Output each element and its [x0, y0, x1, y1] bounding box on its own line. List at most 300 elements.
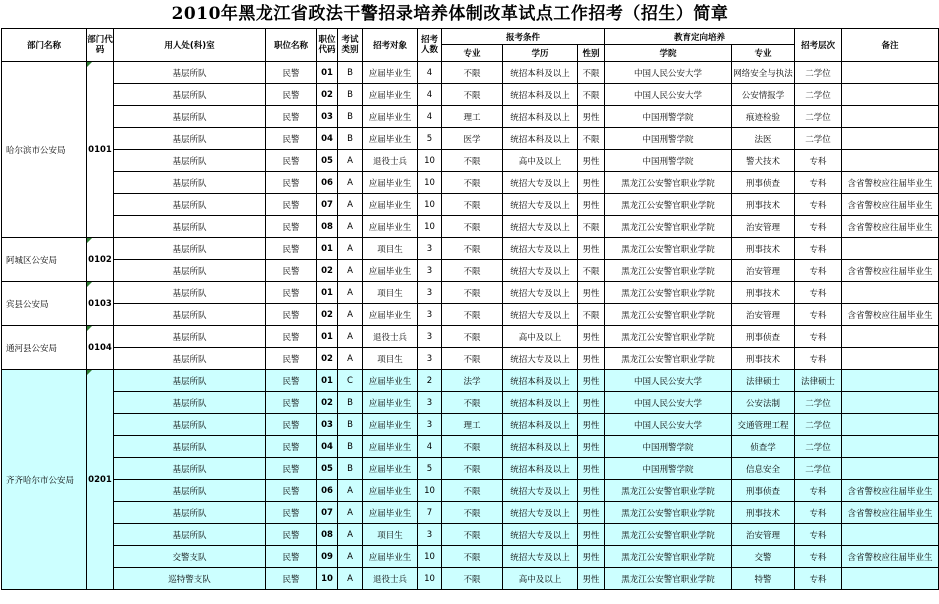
cell-remark: [842, 414, 939, 436]
cell-gender: 男性: [578, 194, 605, 216]
cell-position-name: 民警: [266, 304, 317, 326]
cell-gender: 男性: [578, 238, 605, 260]
cell-gender: 男性: [578, 282, 605, 304]
cell-major: 不限: [442, 436, 503, 458]
cell-level: 专科: [795, 238, 842, 260]
cell-exam-type: B: [338, 458, 363, 480]
cell-position-name: 民警: [266, 436, 317, 458]
cell-num: 3: [418, 326, 442, 348]
cell-remark: [842, 326, 939, 348]
cell-major: 不限: [442, 348, 503, 370]
cell-school: 黑龙江公安警官职业学院: [605, 502, 732, 524]
cell-training-major: 治安管理: [732, 260, 795, 282]
cell-exam-type: B: [338, 414, 363, 436]
cell-num: 3: [418, 348, 442, 370]
cell-num: 10: [418, 194, 442, 216]
cell-unit: 基层所队: [114, 194, 266, 216]
cell-exam-type: A: [338, 568, 363, 590]
cell-position-name: 民警: [266, 414, 317, 436]
cell-education: 统招本科及以上: [503, 370, 578, 392]
cell-exam-type: A: [338, 150, 363, 172]
cell-position-code: 01: [317, 282, 338, 304]
cell-target: 应届毕业生: [363, 128, 418, 150]
cell-unit: 基层所队: [114, 480, 266, 502]
cell-level: 二学位: [795, 414, 842, 436]
cell-level: 二学位: [795, 436, 842, 458]
cell-major: 不限: [442, 392, 503, 414]
cell-gender: 男性: [578, 106, 605, 128]
cell-major: 不限: [442, 458, 503, 480]
header-school: 学院: [605, 45, 732, 62]
cell-target: 应届毕业生: [363, 414, 418, 436]
cell-school: 中国人民公安大学: [605, 62, 732, 84]
table-row: [2, 282, 939, 304]
table-row: [2, 172, 939, 194]
cell-position-name: 民警: [266, 216, 317, 238]
cell-remark: [842, 282, 939, 304]
cell-exam-type: B: [338, 106, 363, 128]
table-row: [2, 194, 939, 216]
table-row: [2, 370, 939, 392]
table-row: [2, 546, 939, 568]
cell-gender: 男性: [578, 502, 605, 524]
cell-position-name: 民警: [266, 282, 317, 304]
cell-position-name: 民警: [266, 238, 317, 260]
cell-num: 3: [418, 392, 442, 414]
cell-unit: 基层所队: [114, 524, 266, 546]
cell-level: 专科: [795, 150, 842, 172]
cell-education: 高中及以上: [503, 150, 578, 172]
cell-exam-type: A: [338, 282, 363, 304]
cell-remark: [842, 238, 939, 260]
cell-training-major: 痕迹检验: [732, 106, 795, 128]
cell-target: 退役士兵: [363, 326, 418, 348]
cell-exam-type: A: [338, 326, 363, 348]
cell-exam-type: A: [338, 260, 363, 282]
cell-position-code: 08: [317, 524, 338, 546]
cell-training-major: 刑事技术: [732, 282, 795, 304]
cell-target: 应届毕业生: [363, 172, 418, 194]
cell-major: 不限: [442, 150, 503, 172]
cell-school: 中国人民公安大学: [605, 84, 732, 106]
header-dept-name: 部门名称: [2, 29, 87, 62]
cell-school: 黑龙江公安警官职业学院: [605, 238, 732, 260]
cell-major: 不限: [442, 326, 503, 348]
cell-position-name: 民警: [266, 106, 317, 128]
cell-level: 专科: [795, 282, 842, 304]
cell-education: 统招本科及以上: [503, 84, 578, 106]
cell-major: 不限: [442, 84, 503, 106]
cell-target: 应届毕业生: [363, 546, 418, 568]
cell-gender: 男性: [578, 524, 605, 546]
table-row: [2, 348, 939, 370]
cell-num: 10: [418, 172, 442, 194]
cell-level: 专科: [795, 546, 842, 568]
cell-remark: [842, 128, 939, 150]
cell-position-name: 民警: [266, 370, 317, 392]
cell-school: 中国刑警学院: [605, 458, 732, 480]
cell-unit: 基层所队: [114, 414, 266, 436]
cell-education: 统招大专及以上: [503, 348, 578, 370]
cell-unit: 交警支队: [114, 546, 266, 568]
cell-unit: 基层所队: [114, 458, 266, 480]
cell-target: 退役士兵: [363, 150, 418, 172]
header-num: 招考人数: [418, 29, 442, 62]
cell-gender: 不限: [578, 128, 605, 150]
header-training: 教育定向培养: [605, 29, 795, 45]
cell-remark: [842, 84, 939, 106]
cell-education: 高中及以上: [503, 568, 578, 590]
table-row: [2, 106, 939, 128]
cell-position-name: 民警: [266, 458, 317, 480]
cell-education: 高中及以上: [503, 326, 578, 348]
cell-level: 专科: [795, 172, 842, 194]
cell-training-major: 网络安全与执法: [732, 62, 795, 84]
cell-education: 统招大专及以上: [503, 524, 578, 546]
cell-level: 专科: [795, 568, 842, 590]
cell-target: 应届毕业生: [363, 304, 418, 326]
cell-unit: 基层所队: [114, 348, 266, 370]
cell-unit: 基层所队: [114, 62, 266, 84]
cell-position-code: 04: [317, 436, 338, 458]
cell-education: 统招大专及以上: [503, 282, 578, 304]
cell-unit: 基层所队: [114, 502, 266, 524]
cell-gender: 男性: [578, 458, 605, 480]
cell-gender: 不限: [578, 62, 605, 84]
cell-unit: 基层所队: [114, 238, 266, 260]
table-row: [2, 150, 939, 172]
cell-major: 不限: [442, 480, 503, 502]
cell-level: 专科: [795, 524, 842, 546]
cell-training-major: 刑事侦查: [732, 480, 795, 502]
cell-position-code: 06: [317, 172, 338, 194]
cell-school: 黑龙江公安警官职业学院: [605, 326, 732, 348]
cell-gender: 男性: [578, 392, 605, 414]
cell-exam-type: B: [338, 436, 363, 458]
cell-position-code: 01: [317, 238, 338, 260]
cell-unit: 基层所队: [114, 106, 266, 128]
cell-num: 3: [418, 238, 442, 260]
cell-exam-type: A: [338, 216, 363, 238]
cell-remark: [842, 436, 939, 458]
cell-major: 不限: [442, 568, 503, 590]
cell-major: 不限: [442, 282, 503, 304]
table-row: [2, 414, 939, 436]
cell-target: 应届毕业生: [363, 62, 418, 84]
cell-num: 3: [418, 304, 442, 326]
cell-major: 医学: [442, 128, 503, 150]
cell-num: 7: [418, 502, 442, 524]
table-row: [2, 238, 939, 260]
cell-school: 中国人民公安大学: [605, 414, 732, 436]
cell-remark: [842, 458, 939, 480]
cell-position-name: 民警: [266, 546, 317, 568]
cell-education: 统招大专及以上: [503, 216, 578, 238]
cell-school: 中国刑警学院: [605, 106, 732, 128]
cell-remark: [842, 150, 939, 172]
cell-training-major: 刑事技术: [732, 502, 795, 524]
cell-major: 理工: [442, 106, 503, 128]
cell-school: 黑龙江公安警官职业学院: [605, 282, 732, 304]
cell-unit: 基层所队: [114, 84, 266, 106]
cell-school: 黑龙江公安警官职业学院: [605, 480, 732, 502]
cell-gender: 不限: [578, 84, 605, 106]
cell-dept-name: 通河县公安局: [2, 326, 87, 370]
cell-exam-type: B: [338, 128, 363, 150]
cell-position-name: 民警: [266, 62, 317, 84]
cell-education: 统招大专及以上: [503, 260, 578, 282]
cell-target: 应届毕业生: [363, 260, 418, 282]
table-row: [2, 458, 939, 480]
cell-training-major: 信息安全: [732, 458, 795, 480]
cell-remark: 含省警校应往届毕业生: [842, 172, 939, 194]
cell-level: 二学位: [795, 458, 842, 480]
cell-target: 应届毕业生: [363, 84, 418, 106]
cell-position-code: 10: [317, 568, 338, 590]
cell-dept-code: 0103: [87, 282, 114, 326]
cell-school: 黑龙江公安警官职业学院: [605, 194, 732, 216]
cell-school: 黑龙江公安警官职业学院: [605, 216, 732, 238]
cell-position-name: 民警: [266, 128, 317, 150]
header-position-code: 职位代码: [317, 29, 338, 62]
cell-num: 5: [418, 128, 442, 150]
cell-education: 统招本科及以上: [503, 436, 578, 458]
cell-school: 黑龙江公安警官职业学院: [605, 546, 732, 568]
cell-position-code: 02: [317, 304, 338, 326]
cell-num: 3: [418, 414, 442, 436]
header-training-major: 专业: [732, 45, 795, 62]
cell-school: 中国人民公安大学: [605, 370, 732, 392]
cell-target: 应届毕业生: [363, 480, 418, 502]
cell-num: 5: [418, 458, 442, 480]
cell-major: 不限: [442, 260, 503, 282]
cell-training-major: 刑事侦查: [732, 172, 795, 194]
cell-remark: [842, 392, 939, 414]
cell-target: 应届毕业生: [363, 436, 418, 458]
cell-gender: 男性: [578, 370, 605, 392]
header-exam-type: 考试类别: [338, 29, 363, 62]
table-row: [2, 392, 939, 414]
cell-position-code: 03: [317, 106, 338, 128]
cell-num: 4: [418, 436, 442, 458]
cell-education: 统招大专及以上: [503, 238, 578, 260]
cell-level: 二学位: [795, 106, 842, 128]
cell-target: 应届毕业生: [363, 106, 418, 128]
table-row: [2, 62, 939, 84]
cell-position-name: 民警: [266, 260, 317, 282]
cell-num: 2: [418, 370, 442, 392]
cell-school: 黑龙江公安警官职业学院: [605, 304, 732, 326]
cell-level: 二学位: [795, 392, 842, 414]
cell-num: 3: [418, 260, 442, 282]
cell-target: 应届毕业生: [363, 370, 418, 392]
cell-unit: 基层所队: [114, 216, 266, 238]
cell-num: 3: [418, 524, 442, 546]
cell-level: 专科: [795, 304, 842, 326]
cell-school: 黑龙江公安警官职业学院: [605, 568, 732, 590]
cell-target: 应届毕业生: [363, 216, 418, 238]
cell-education: 统招本科及以上: [503, 414, 578, 436]
cell-school: 中国人民公安大学: [605, 392, 732, 414]
cell-target: 应届毕业生: [363, 194, 418, 216]
cell-training-major: 治安管理: [732, 304, 795, 326]
table-row: [2, 260, 939, 282]
table-row: [2, 436, 939, 458]
cell-level: 专科: [795, 348, 842, 370]
cell-dept-code: 0101: [87, 62, 114, 238]
cell-education: 统招本科及以上: [503, 392, 578, 414]
cell-position-code: 05: [317, 458, 338, 480]
cell-major: 不限: [442, 216, 503, 238]
cell-major: 不限: [442, 304, 503, 326]
cell-major: 不限: [442, 62, 503, 84]
cell-school: 黑龙江公安警官职业学院: [605, 348, 732, 370]
cell-training-major: 交通管理工程: [732, 414, 795, 436]
cell-training-major: 公安情报学: [732, 84, 795, 106]
header-education: 学历: [503, 45, 578, 62]
cell-remark: 含省警校应往届毕业生: [842, 304, 939, 326]
cell-exam-type: B: [338, 62, 363, 84]
page-title: 2010年黑龙江省政法干警招录培养体制改革试点工作招考（招生）简章: [171, 4, 729, 24]
cell-num: 4: [418, 84, 442, 106]
cell-dept-name: 齐齐哈尔市公安局: [2, 370, 87, 590]
table-row: [2, 480, 939, 502]
cell-target: 项目生: [363, 238, 418, 260]
cell-education: 统招本科及以上: [503, 128, 578, 150]
cell-position-code: 01: [317, 370, 338, 392]
cell-position-code: 01: [317, 62, 338, 84]
cell-major: 不限: [442, 502, 503, 524]
cell-unit: 基层所队: [114, 260, 266, 282]
header-major: 专业: [442, 45, 503, 62]
cell-unit: 基层所队: [114, 326, 266, 348]
cell-target: 退役士兵: [363, 568, 418, 590]
cell-gender: 男性: [578, 172, 605, 194]
header-position-name: 职位名称: [266, 29, 317, 62]
cell-position-name: 民警: [266, 326, 317, 348]
cell-gender: 男性: [578, 326, 605, 348]
cell-dept-name: 哈尔滨市公安局: [2, 62, 87, 238]
cell-gender: 不限: [578, 304, 605, 326]
cell-target: 项目生: [363, 524, 418, 546]
header-level: 招考层次: [795, 29, 842, 62]
header-gender: 性别: [578, 45, 605, 62]
cell-level: 专科: [795, 194, 842, 216]
cell-school: 中国刑警学院: [605, 150, 732, 172]
cell-exam-type: A: [338, 172, 363, 194]
cell-dept-code: 0102: [87, 238, 114, 282]
cell-position-code: 02: [317, 84, 338, 106]
cell-training-major: 刑事侦查: [732, 326, 795, 348]
cell-education: 统招大专及以上: [503, 194, 578, 216]
cell-school: 黑龙江公安警官职业学院: [605, 524, 732, 546]
cell-num: 10: [418, 568, 442, 590]
cell-level: 专科: [795, 480, 842, 502]
cell-major: 不限: [442, 524, 503, 546]
cell-education: 统招大专及以上: [503, 480, 578, 502]
cell-training-major: 交警: [732, 546, 795, 568]
cell-exam-type: A: [338, 480, 363, 502]
cell-level: 专科: [795, 216, 842, 238]
table-row: [2, 524, 939, 546]
cell-training-major: 法律硕士: [732, 370, 795, 392]
cell-remark: [842, 62, 939, 84]
cell-target: 应届毕业生: [363, 458, 418, 480]
cell-education: 统招本科及以上: [503, 106, 578, 128]
recruitment-table: [1, 28, 939, 590]
cell-major: 不限: [442, 172, 503, 194]
cell-exam-type: B: [338, 392, 363, 414]
cell-training-major: 公安法制: [732, 392, 795, 414]
cell-num: 10: [418, 150, 442, 172]
cell-num: 10: [418, 546, 442, 568]
cell-training-major: 警犬技术: [732, 150, 795, 172]
cell-position-name: 民警: [266, 568, 317, 590]
cell-training-major: 治安管理: [732, 216, 795, 238]
cell-training-major: 治安管理: [732, 524, 795, 546]
header-unit: 用人处(科)室: [114, 29, 266, 62]
cell-education: 统招大专及以上: [503, 172, 578, 194]
cell-num: 3: [418, 282, 442, 304]
table-row: [2, 84, 939, 106]
cell-gender: 男性: [578, 568, 605, 590]
cell-school: 中国刑警学院: [605, 436, 732, 458]
cell-school: 中国刑警学院: [605, 128, 732, 150]
table-row: [2, 216, 939, 238]
cell-gender: 男性: [578, 480, 605, 502]
cell-remark: 含省警校应往届毕业生: [842, 480, 939, 502]
cell-training-major: 侦查学: [732, 436, 795, 458]
cell-exam-type: B: [338, 84, 363, 106]
cell-unit: 巡特警支队: [114, 568, 266, 590]
cell-unit: 基层所队: [114, 370, 266, 392]
cell-unit: 基层所队: [114, 172, 266, 194]
cell-level: 专科: [795, 260, 842, 282]
cell-level: 二学位: [795, 84, 842, 106]
cell-position-name: 民警: [266, 348, 317, 370]
cell-level: 二学位: [795, 128, 842, 150]
cell-dept-code: 0104: [87, 326, 114, 370]
cell-gender: 男性: [578, 348, 605, 370]
cell-gender: 男性: [578, 150, 605, 172]
cell-dept-name: 阿城区公安局: [2, 238, 87, 282]
cell-remark: [842, 524, 939, 546]
cell-position-name: 民警: [266, 502, 317, 524]
table-row: [2, 326, 939, 348]
cell-remark: [842, 106, 939, 128]
cell-level: 二学位: [795, 62, 842, 84]
cell-school: 黑龙江公安警官职业学院: [605, 172, 732, 194]
cell-training-major: 特警: [732, 568, 795, 590]
cell-gender: 不限: [578, 216, 605, 238]
cell-training-major: 刑事技术: [732, 238, 795, 260]
cell-position-code: 02: [317, 392, 338, 414]
cell-remark: [842, 348, 939, 370]
cell-exam-type: A: [338, 304, 363, 326]
cell-gender: 不限: [578, 260, 605, 282]
cell-remark: 含省警校应往届毕业生: [842, 502, 939, 524]
cell-training-major: 法医: [732, 128, 795, 150]
cell-position-name: 民警: [266, 150, 317, 172]
table-row: [2, 502, 939, 524]
cell-position-name: 民警: [266, 84, 317, 106]
cell-position-name: 民警: [266, 172, 317, 194]
header-remark: 备注: [842, 29, 939, 62]
cell-exam-type: A: [338, 502, 363, 524]
cell-position-code: 01: [317, 326, 338, 348]
cell-level: 专科: [795, 502, 842, 524]
cell-position-code: 04: [317, 128, 338, 150]
